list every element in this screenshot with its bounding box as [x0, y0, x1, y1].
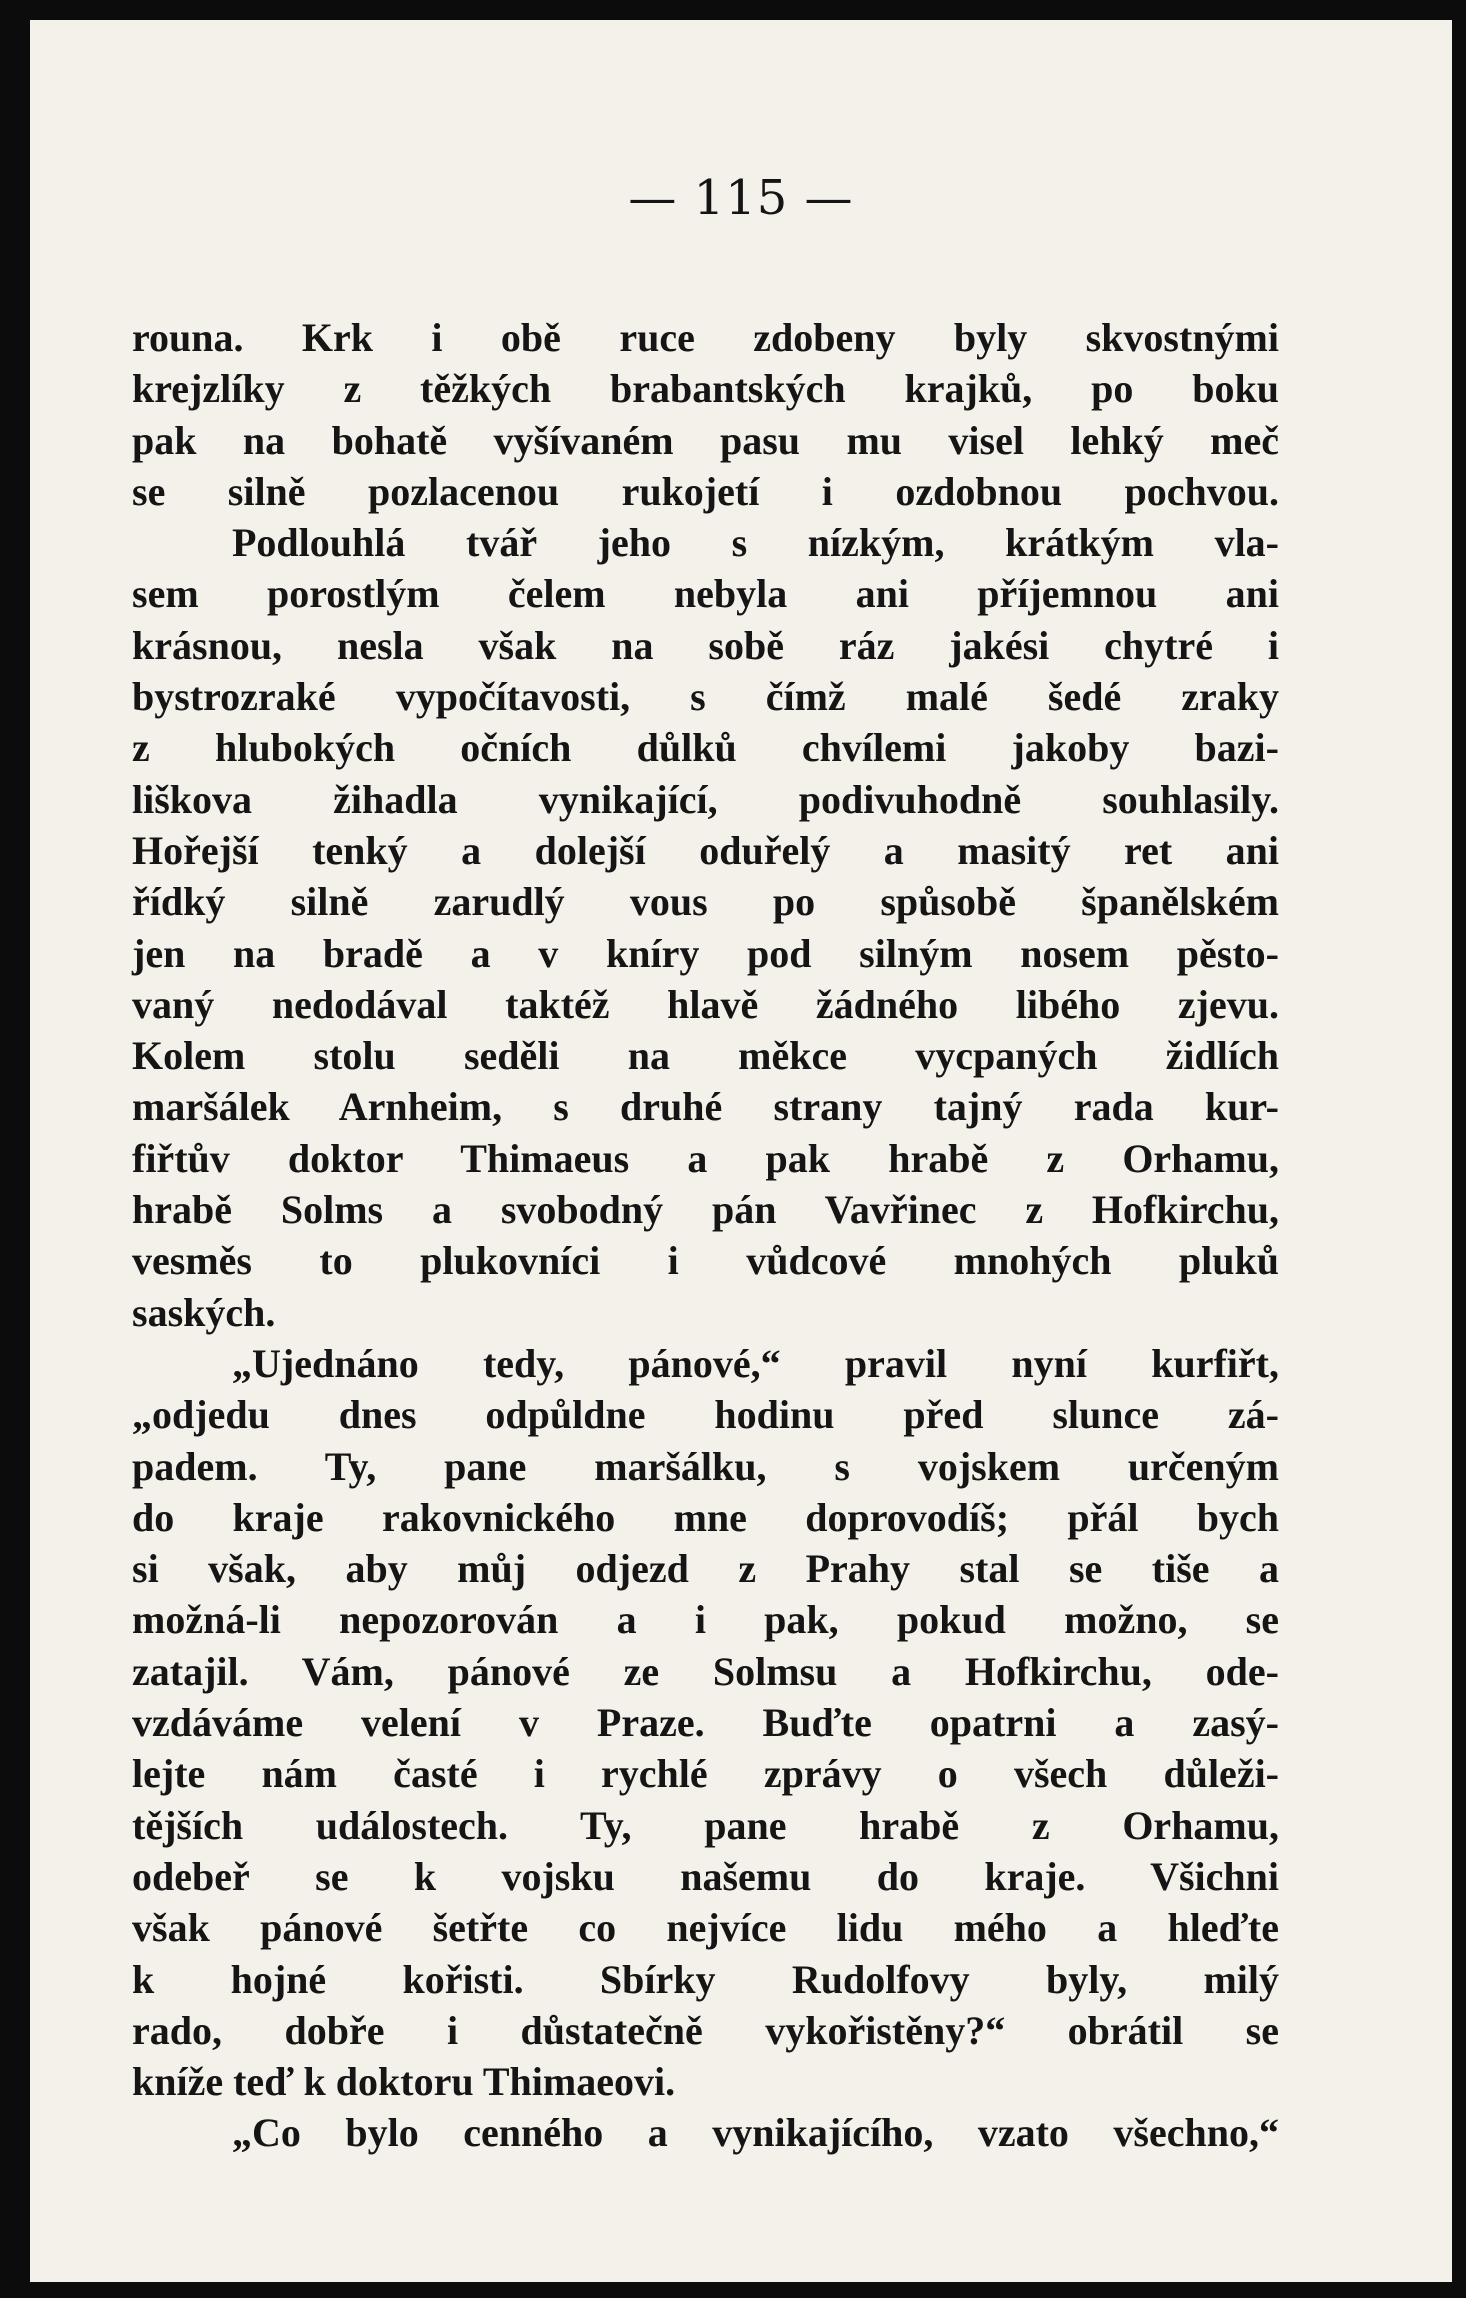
text-line: rado, dobře i důstatečně vykořistěny?“ obrátil se	[132, 2007, 1279, 2053]
page-number: — 115 —	[628, 170, 854, 226]
text-line: však pánové šetřte co nejvíce lidu mého a hleďte	[132, 1905, 1279, 1951]
text-line: vesměs to plukovníci i vůdcové mnohých pluků	[132, 1238, 1279, 1284]
text-line: do kraje rakovnického mne doprovodíš; přál bych	[132, 1494, 1279, 1540]
book-page	[30, 20, 1452, 2282]
text-line: jen na bradě a v kníry pod silným nosem pěsto-	[132, 930, 1279, 976]
text-line: maršálek Arnheim, s druhé strany tajný rada kur-	[132, 1084, 1279, 1130]
text-line: Kolem stolu seděli na měkce vycpaných židlích	[132, 1033, 1279, 1079]
text-line: si však, aby můj odjezd z Prahy stal se tiše a	[132, 1546, 1279, 1592]
text-line: k hojné kořisti. Sbírky Rudolfovy byly, milý	[132, 1956, 1279, 2002]
text-line: odebeř se k vojsku našemu do kraje. Všichni	[132, 1853, 1279, 1899]
text-line: lejte nám časté i rychlé zprávy o všech důleži-	[132, 1751, 1279, 1797]
text-line: rouna. Krk i obě ruce zdobeny byly skvostnými	[132, 315, 1279, 360]
text-line: sem porostlým čelem nebyla ani příjemnou ani	[132, 571, 1279, 617]
text-line: se silně pozlacenou rukojetí i ozdobnou pochvou.	[132, 468, 1279, 514]
text-line: „odjedu dnes odpůldne hodinu před slunce zá-	[132, 1392, 1279, 1438]
text-line: z hlubokých očních důlků chvílemi jakoby bazi-	[132, 725, 1279, 771]
text-line: pak na bohatě vyšívaném pasu mu visel lehký meč	[132, 417, 1279, 463]
text-line: kníže teď k doktoru Thimaeovi.	[132, 2059, 676, 2105]
text-line: saských.	[132, 1289, 276, 1335]
text-line: Hořejší tenký a dolejší oduřelý a masitý ret ani	[132, 827, 1279, 873]
text-line: krásnou, nesla však na sobě ráz jakési chytré i	[132, 622, 1279, 668]
text-line: krejzlíky z těžkých brabantských krajků, po boku	[132, 366, 1279, 412]
text-line: fiřtův doktor Thimaeus a pak hrabě z Orhamu,	[132, 1135, 1279, 1181]
text-line: Podlouhlá tvář jeho s nízkým, krátkým vla-	[232, 520, 1279, 566]
text-line: řídký silně zarudlý vous po spůsobě španělském	[132, 879, 1279, 925]
text-line: hrabě Solms a svobodný pán Vavřinec z Hofkirchu,	[132, 1187, 1279, 1233]
text-line: „Ujednáno tedy, pánové,“ pravil nyní kurfiřt,	[232, 1340, 1279, 1386]
text-line: zatajil. Vám, pánové ze Solmsu a Hofkirchu, ode-	[132, 1648, 1279, 1694]
text-line: vaný nedodával taktéž hlavě žádného libého zjevu.	[132, 981, 1279, 1027]
text-line: „Co bylo cenného a vynikajícího, vzato všechno,“	[232, 2110, 1279, 2156]
text-line: tějších událostech. Ty, pane hrabě z Orhamu,	[132, 1802, 1279, 1848]
text-line: liškova žihadla vynikající, podivuhodně souhlasily.	[132, 776, 1279, 822]
text-line: bystrozraké vypočítavosti, s čímž malé šedé zraky	[132, 674, 1279, 720]
body-text	[132, 312, 1279, 2159]
text-line: vzdáváme velení v Praze. Buďte opatrni a zasý-	[132, 1700, 1279, 1746]
text-line: padem. Ty, pane maršálku, s vojskem určeným	[132, 1443, 1279, 1489]
text-line: možná-li nepozorován a i pak, pokud možno, se	[132, 1597, 1279, 1643]
